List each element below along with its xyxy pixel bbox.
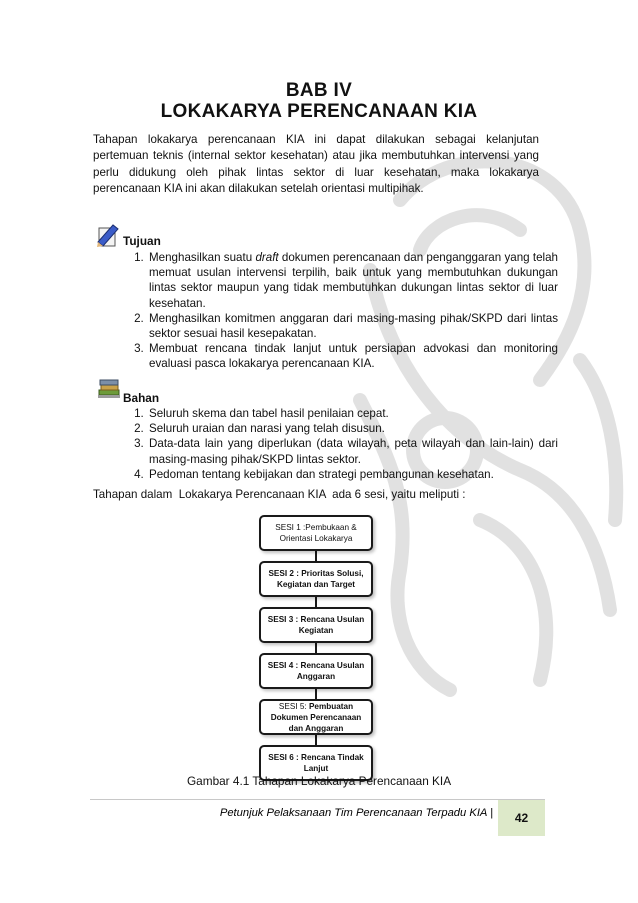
session-2-box: SESI 2 : Prioritas Solusi, Kegiatan dan Target xyxy=(259,561,373,597)
footer-title: Petunjuk Pelaksanaan Tim Perencanaan Terpadu KIA | xyxy=(219,807,493,819)
session-6-box: SESI 6 : Rencana Tindak Lanjut xyxy=(259,745,373,781)
tujuan-list xyxy=(125,250,558,372)
page-number: 42 xyxy=(498,800,545,836)
bahan-list xyxy=(125,406,558,482)
list-item: 1. Menghasilkan suatu draft dokumen perencanaan dan penganggaran yang telah memuat usulan intervensi terpilih, baik untuk yang membutuhkan dukungan lintas sektor maupun yang tidak membutuhkan dukungan lintas sektor di luar kesehatan. xyxy=(147,250,558,311)
figure-caption: Gambar 4.1 Tahapan Lokakarya Perencanaan KIA xyxy=(187,774,452,788)
tujuan-heading: Tujuan xyxy=(123,234,161,248)
session-5-box: SESI 5: Pembuatan Dokumen Perencanaan dan Anggaran xyxy=(259,699,373,735)
list-item: 1. Seluruh skema dan tabel hasil penilaian cepat. xyxy=(147,406,558,421)
chapter-label: BAB IV xyxy=(285,80,353,101)
bahan-heading: Bahan xyxy=(123,391,160,405)
chapter-title: LOKAKARYA PERENCANAAN KIA xyxy=(160,101,478,122)
footer-divider xyxy=(90,799,545,800)
list-item: 4. Pedoman tentang kebijakan dan strategi pembangunan kesehatan. xyxy=(147,467,558,482)
list-item: 2. Seluruh uraian dan narasi yang telah disusun. xyxy=(147,421,558,436)
session-3-box: SESI 3 : Rencana Usulan Kegiatan xyxy=(259,607,373,643)
intro-paragraph: Tahapan lokakarya perencanaan KIA ini dapat dilakukan sebagai kelanjutan pertemuan teknis (internal sektor kesehatan) atau jika membutuhkan intervensi yang perlu didukung oleh pihak lintas sektor di luar kesehatan, maka lokakarya perencanaan KIA ini akan dilakukan setelah orientasi multipihak. xyxy=(93,133,539,196)
tahapan-text: Tahapan dalam Lokakarya Perencanaan KIA ada 6 sesi, yaitu meliputi : xyxy=(93,488,466,501)
session-1-box: SESI 1 :Pembukaan & Orientasi Lokakarya xyxy=(259,515,373,551)
books-icon xyxy=(96,374,122,400)
list-item: 3. Membuat rencana tindak lanjut untuk persiapan advokasi dan monitoring evaluasi pasca lokakarya perencanaan KIA. xyxy=(147,341,558,371)
list-item: 3. Data-data lain yang diperlukan (data wilayah, peta wilayah dan lain-lain) dari masing-masing pihak/SKPD lintas sektor. xyxy=(147,436,558,466)
pencil-paper-icon xyxy=(95,222,121,248)
list-item: 2. Menghasilkan komitmen anggaran dari masing-masing pihak/SKPD dari lintas sektor sesuai hasil kesepakatan. xyxy=(147,311,558,341)
session-4-box: SESI 4 : Rencana Usulan Anggaran xyxy=(259,653,373,689)
